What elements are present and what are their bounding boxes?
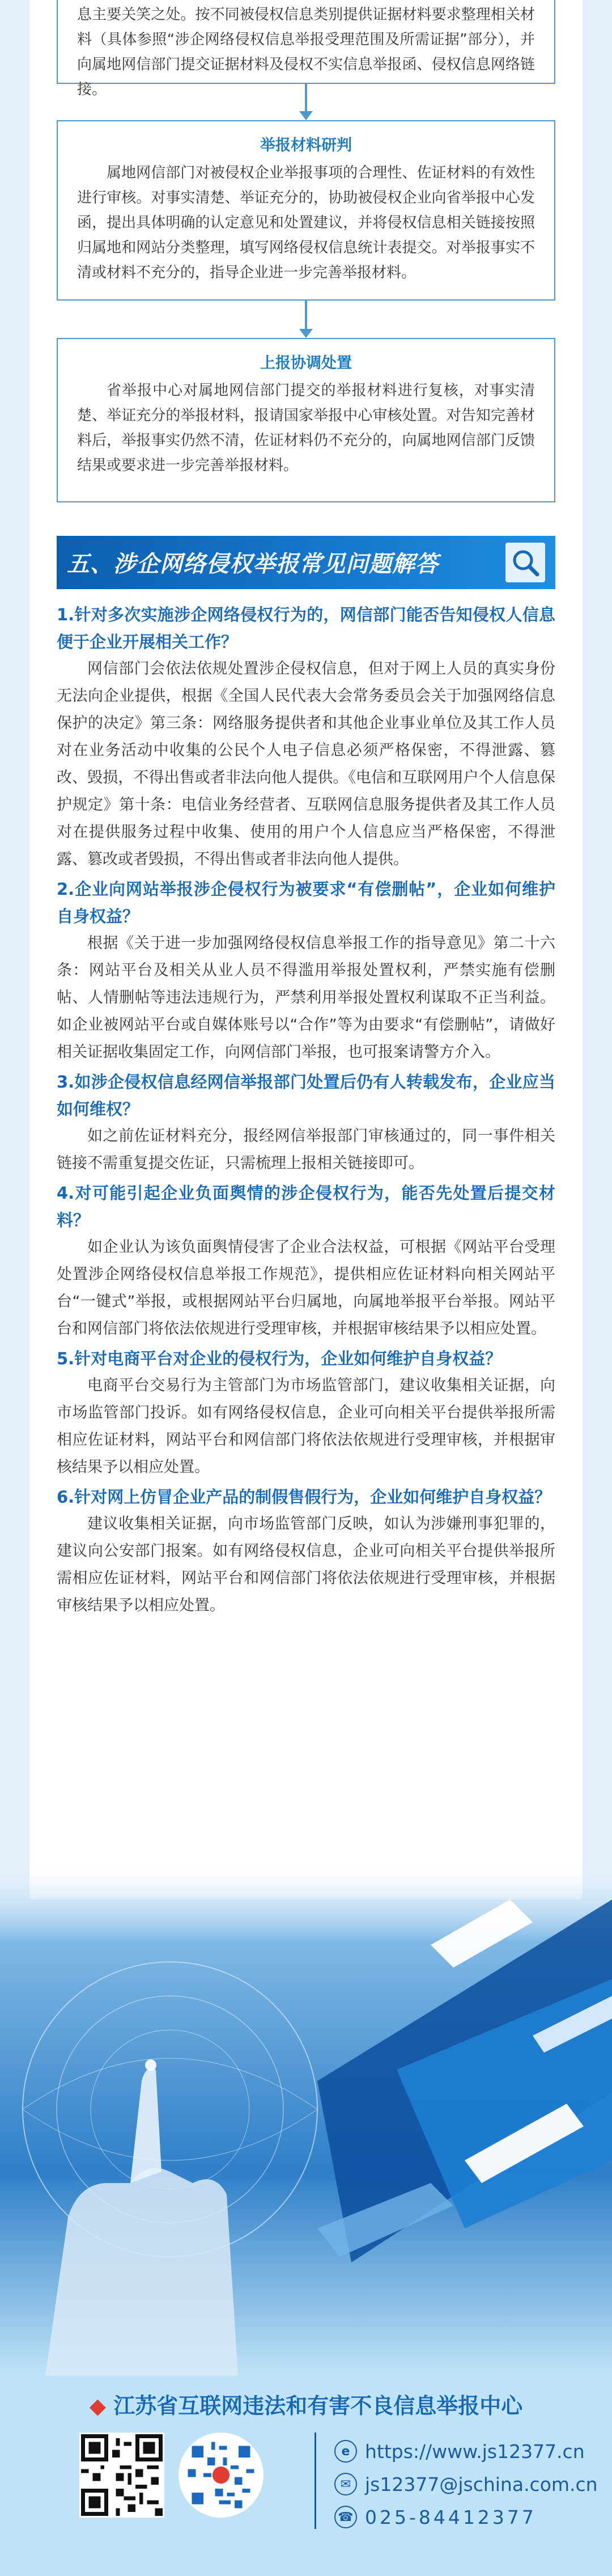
contact-website[interactable]: e https://www.js12377.cn [334, 2435, 585, 2467]
globe-icon: e [334, 2440, 357, 2463]
step-box-title: 上报协调处置 [260, 354, 352, 372]
faq-item [57, 875, 555, 1066]
faq-answer: 电商平台交易行为主管部门为市场监管部门，建议收集相关证据，向市场监管部门投诉。如有网络侵权信息，企业可向相关平台提供举报所需相应佐证材料，网站平台和网信部门将依法依规进行受理审核，并根据审核结果予以相应处置。 [57, 1377, 555, 1476]
faq-question: 2.企业向网站举报涉企侵权行为被要求“有偿删帖”，企业如何维护自身权益？ [57, 879, 555, 926]
faq-list [57, 601, 555, 1622]
search-icon [505, 543, 545, 582]
step-box-submit [57, 0, 555, 98]
footer-divider [314, 2433, 316, 2529]
phone-icon: ☎ [334, 2506, 357, 2528]
flow-connector [305, 301, 307, 330]
footer-org-name: ◆ 江苏省互联网违法和有害不良信息举报中心 [89, 2393, 523, 2418]
step-box-escalate [57, 338, 555, 502]
flow-arrow-icon [299, 329, 313, 338]
faq-answer: 如之前佐证材料充分，报经网信举报部门审核通过的，同一事件相关链接不需重复提交佐证，只需梳理上报相关链接即可。 [57, 1127, 555, 1172]
flow-arrow-icon [299, 111, 313, 120]
faq-item [57, 601, 555, 873]
step-box-review [57, 120, 555, 301]
faq-answer: 如企业认为该负面舆情侵害了企业合法权益，可根据《网站平台受理处置涉企网络侵权信息举报工作规范》，提供相应佐证材料向相关网站平台“一键式”举报，或根据网站平台归属地，向属地举报平台举报。网站平台和网信部门将依法依规进行受理审核，并根据审核结果予以相应处置。 [57, 1238, 555, 1338]
faq-question: 5.针对电商平台对企业的侵权行为，企业如何维护自身权益？ [57, 1349, 502, 1368]
footer [0, 2376, 612, 2576]
qr-code-app [178, 2433, 264, 2518]
contact-email[interactable]: ✉ js12377@jschina.com.cn [334, 2468, 598, 2500]
faq-answer: 根据《关于进一步加强网络侵权信息举报工作的指导意见》第二十六条：网站平台及相关从业人员不得滥用举报处置权利，严禁实施有偿删帖、人情删帖等违法违规行为，严禁利用举报处置权利谋取不正当利益。如企业被网站平台或自媒体账号以“合作”等为由要求“有偿删帖”，请做好相关证据收集固定工作，向网信部门举报，也可报案请警方介入。 [57, 934, 555, 1061]
step-box-title: 举报材料研判 [260, 137, 352, 154]
faq-question: 3.如涉企侵权信息经网信举报部门处置后仍有人转载发布，企业应当如何维权？ [57, 1072, 555, 1119]
qr-code-website [79, 2433, 164, 2518]
mail-icon: ✉ [334, 2473, 357, 2495]
step-box-text: 省举报中心对属地网信部门提交的举报材料进行复核，对事实清楚、举证充分的举报材料，报请国家举报中心审核处置。对告知完善材料后，举报事实仍然不清，佐证材料仍不充分的，向属地网信部门反馈结果或要求进一步完善举报材料。 [77, 382, 535, 474]
faq-answer: 网信部门会依法依规处置涉企侵权信息，但对于网上人员的真实身份无法向企业提供，根据《全国人民代表大会常务委员会关于加强网络信息保护的决定》第三条：网络服务提供者和其他企业事业单位及其工作人员对在业务活动中收集的公民个人电子信息必须严格保密，不得泄露、篡改、毁损，不得出售或者非法向他人提供。《电信和互联网用户个人信息保护规定》第十条：电信业务经营者、互联网信息服务提供者及其工作人员对在提供服务过程中收集、使用的用户个人信息应当严格保密，不得泄露、篡改或者毁损，不得出售或者非法向他人提供。 [57, 660, 555, 868]
faq-item [57, 1179, 555, 1343]
section-header [57, 536, 555, 589]
faq-item [57, 1068, 555, 1177]
flow-connector [305, 84, 307, 112]
section-title: 五、涉企网络侵权举报常见问题解答 [67, 551, 439, 577]
step-box-text: 息主要关笑之处。按不同被侵权信息类别提供证据材料要求整理相关材料（具体参照“涉企网络侵权信息举报受理范围及所需证据”部分），并向属地网信部门提交证据材料及侵权不实信息举报函、侵权信息网络链接。 [77, 6, 535, 98]
faq-item [57, 1483, 555, 1619]
org-logo-icon: ◆ [89, 2393, 106, 2418]
faq-answer: 建议收集相关证据，向市场监管部门反映，如认为涉嫌刑事犯罪的，建议向公安部门报案。如有网络侵权信息，企业可向相关平台提供举报所需相应佐证材料，网站平台和网信部门将依法依规进行受理审核，并根据审核结果予以相应处置。 [57, 1515, 555, 1614]
contact-phone[interactable]: ☎ 025-84412377 [334, 2501, 537, 2533]
step-box-text: 属地网信部门对被侵权企业举报事项的合理性、佐证材料的有效性进行审核。对事实清楚、举证充分的，协助被侵权企业向省举报中心发函，提出具体明确的认定意见和处置建议，并将侵权信息相关链接按照归属地和网站分类整理，填写网络侵权信息统计表提交。对举报事实不清或材料不充分的，指导企业进一步完善举报材料。 [77, 164, 535, 281]
faq-item [57, 1345, 555, 1481]
faq-question: 6.针对网上仿冒企业产品的制假售假行为，企业如何维护自身权益？ [57, 1487, 551, 1507]
faq-question: 4.对可能引起企业负面舆情的涉企侵权行为，能否先处置后提交材料？ [57, 1183, 555, 1230]
faq-question: 1.针对多次实施涉企网络侵权行为的，网信部门能否告知侵权人信息便于企业开展相关工作？ [57, 605, 555, 652]
tech-banner-illustration [0, 1866, 612, 2376]
